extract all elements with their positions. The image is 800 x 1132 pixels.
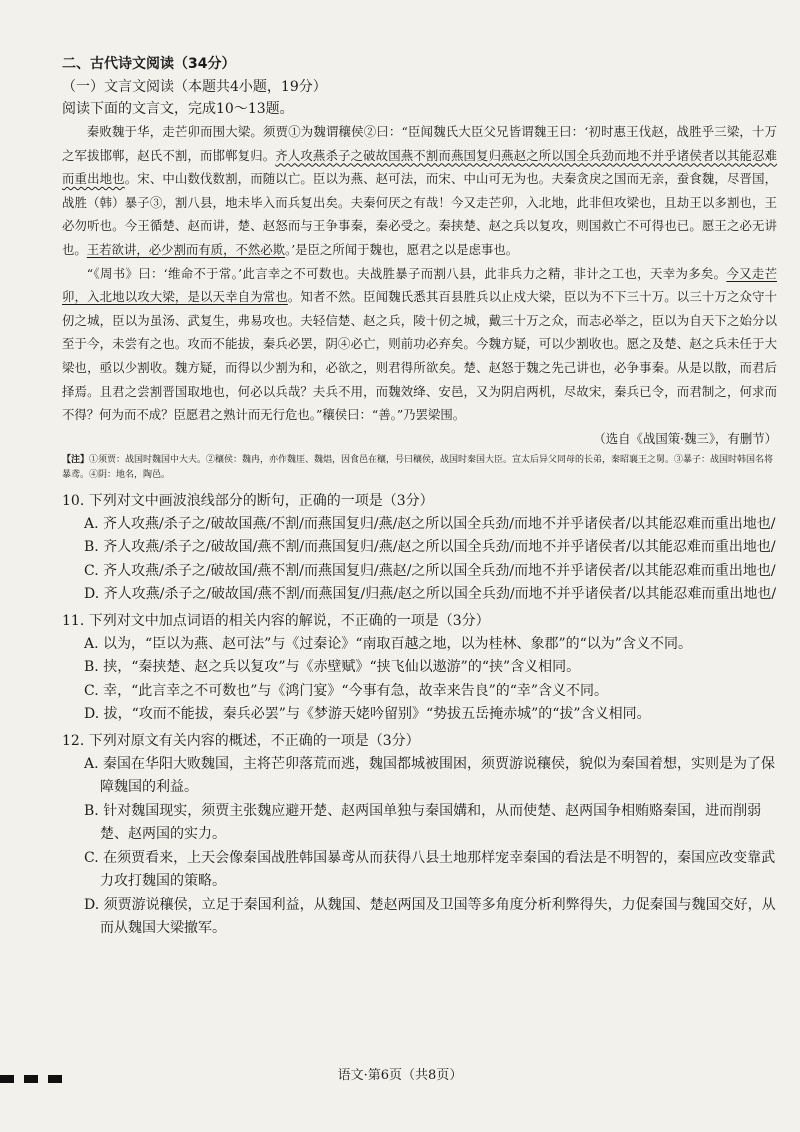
page-footer — [0, 1062, 800, 1086]
question-stem: 11. 下列对文中加点词语的相关内容的解说，不正确的一项是（3分） — [62, 612, 490, 629]
option-a: A. 齐人攻燕/杀子之/破故国燕/不割/而燕国复归/燕/赵之所以国全兵劲/而地不并乎诸侯者/以其能忍难而重出地也/ — [84, 515, 776, 532]
notes-label: 【注】 — [62, 454, 90, 465]
wavy-underlined-text: 齐人攻燕杀子之破故国燕不割而燕国复归燕赵之所以国全兵劲而地不并乎诸侯者以其能忍难而重出地也 — [62, 147, 778, 187]
underlined-sentence: 今又走芒卯，入北地以攻大梁，是以天幸自为常也 — [62, 265, 778, 305]
option-d: D. 拔，“攻而不能拔，秦兵必罢”与《梦游天姥吟留别》“势拔五岳掩赤城”的“拔”含义相同。 — [84, 706, 651, 723]
option-a: A. 秦国在华阳大败魏国，主将芒卯落荒而逃，魏国都城被围困，须贾游说穰侯，貌似为秦国着想，实则是为了保障魏国的利益。 — [84, 755, 776, 796]
passage-source: （选自《战国策·魏三》，有删节） — [593, 430, 777, 446]
notes-text: ①须贾：战国时魏国中大夫。②穰侯：魏冉，亦作魏厓、魏焻，因食邑在穰，号曰穰侯，战国时秦国大臣。宣太后异父同母的长弟，秦昭襄王之舅。③暴子：战国时韩国名将暴鸢。④阴：地名，陶邑。 — [62, 454, 774, 480]
question-12 — [62, 729, 777, 941]
content — [62, 52, 777, 941]
passage-text: 。宋、中山数伐数割，而随以亡。臣以为燕、赵可法，而宋、中山可无为也。夫秦贪戾之国而无亲，蚕食魏，尽晋国，战胜（韩）暴子③，割八县，地未毕入而兵复出矣。夫秦何厌之有哉！今又走芒卯，入北地，此非但攻梁也，且劫王以多割也，王必勿听也。今王循楚、赵而讲，楚、赵怒而与王争事秦，秦必受之。秦挟楚、赵之兵以复攻，则国救亡不可得也已。愿王之必无讲也。 — [62, 171, 778, 257]
question-stem: 12. 下列对原文有关内容的概述，不正确的一项是（3分） — [62, 732, 420, 749]
question-11 — [62, 609, 777, 727]
passage-paragraph-2 — [62, 262, 777, 427]
section-subtitle: （一）文言文阅读（本题共4小题，19分） — [62, 79, 327, 95]
passage-text: 秦败魏于华，走芒卯而围大梁。须贾①为魏谓穰侯②曰：“臣闻魏氏大臣父兄皆谓魏王曰：‘初时惠王伐赵，战胜乎三梁，十万之军拔邯郸，赵氏不割，而邯郸复归。 — [62, 124, 777, 163]
option-b: B. 挟，“秦挟楚、赵之兵以复攻”与《赤壁赋》“挟飞仙以遨游”的“挟”含义相同。 — [84, 659, 581, 676]
passage-text: 。’是臣之所闻于魏也，愿君之以是虑事也。 — [285, 241, 519, 257]
section-title: 二、古代诗文阅读（34分） — [62, 56, 236, 72]
question-10 — [62, 489, 777, 607]
option-a: A. 以为，“臣以为燕、赵可法”与《过秦论》“南取百越之地，以为桂林、象郡”的“以为”含义不同。 — [84, 635, 692, 652]
option-b: B. 齐人攻燕/杀子之/破故国/燕不割/而燕国复归/燕/赵之所以国全兵劲/而地不并乎诸侯者/以其能忍难而重出地也/ — [84, 539, 776, 556]
underlined-sentence: 王若欲讲，必少割而有质，不然必欺 — [86, 241, 286, 257]
option-d: D. 齐人攻燕/杀子之/破故国/燕不割/而燕国复/归燕/赵之所以国全兵劲/而地不并乎诸侯者/以其能忍难而重出地也/ — [84, 586, 777, 603]
page-number: 语文·第6页（共8页） — [337, 1068, 463, 1083]
option-c: C. 齐人攻燕/杀子之/破故国/燕不割/而燕国复归/燕赵/之所以国全兵劲/而地不并乎诸侯者/以其能忍难而重出地也/ — [84, 562, 776, 579]
passage-text: “《周书》曰：‘维命不于常。’此言幸之不可数也。夫战胜暴子而割八县，此非兵力之精，非计之工也，天幸为多矣。 — [86, 265, 727, 281]
option-d: D. 须贾游说穰侯，立足于秦国利益，从魏国、楚赵两国及卫国等多角度分析利弊得失，力促秦国与魏国交好，从而从魏国大梁撤军。 — [84, 896, 776, 937]
question-stem: 10. 下列对文中画波浪线部分的断句，正确的一项是（3分） — [62, 492, 434, 509]
instruction: 阅读下面的文言文，完成10～13题。 — [62, 101, 294, 117]
annotation-notes — [62, 453, 777, 483]
passage-paragraph-1 — [62, 120, 777, 262]
option-c: C. 幸，“此言幸之不可数也”与《鸿门宴》“今事有急，故幸来告良”的“幸”含义不同。 — [84, 682, 609, 699]
passage-text: 。知者不然。臣闻魏氏悉其百县胜兵以止戍大梁，臣以为不下三十万。以三十万之众守十仞之城，臣以为虽汤、武复生，弗易攻也。夫轻信楚、赵之兵，陵十仞之城，戴三十万之众，而志必举之，臣以为自天下之始分以至于今，未尝有之也。攻而不能拔，秦兵必罢，阴④必亡，则前功必弃矣。今魏方疑，可以少割收也。愿之及楚、赵之兵未任于大梁也，亟以少割收。魏方疑，而得以少割为和，必欲之，则君得所欲矣。楚、赵怒于魏之先己讲也，必争事秦。从是以散，而君后择焉。且君之尝割晋国取地也，何必以兵哉？夫兵不用，而魏效绛、安邑，又为阴启两机，尽故宋，秦兵已令，而君制之，何求而不得？何为而不成？臣愿君之熟计而无行危也。”穰侯曰：“善。”乃罢梁围。 — [62, 289, 778, 423]
option-b: B. 针对魏国现实，须贾主张魏应避开楚、赵两国单独与秦国媾和，从而使楚、赵两国争相贿赂秦国，进而削弱楚、赵两国的实力。 — [84, 802, 762, 843]
option-c: C. 在须贾看来，上天会像秦国战胜韩国暴鸢从而获得八县土地那样宠幸秦国的看法是不明智的，秦国应改变靠武力攻打魏国的策略。 — [84, 849, 776, 890]
